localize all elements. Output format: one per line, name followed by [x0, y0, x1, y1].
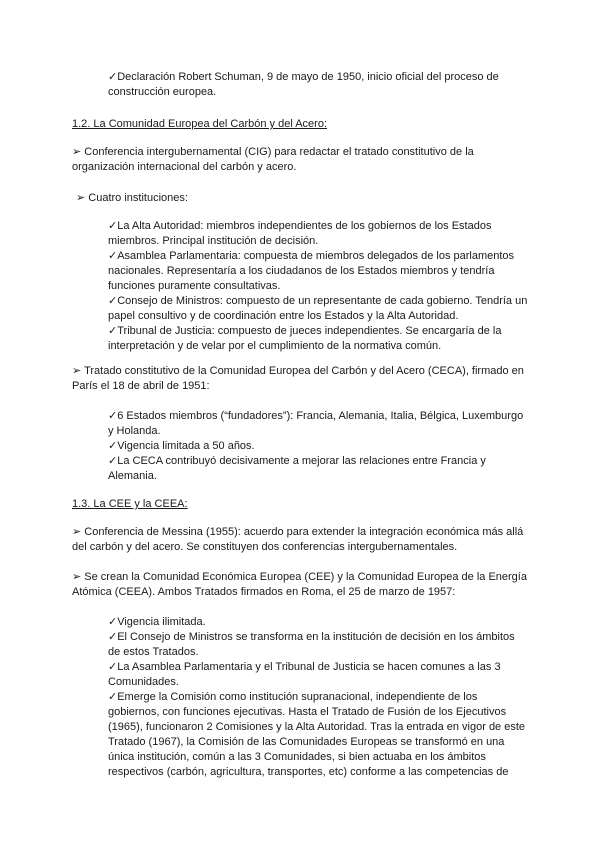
list-item: ✓Consejo de Ministros: compuesto de un representante de cada gobierno. Tendría un papel consultivo y de coordinación entre los Estados y la Alta Autoridad. — [108, 295, 528, 322]
institutions-intro: ➢ Cuatro instituciones: — [76, 192, 188, 204]
cee-ceea-paragraph: ➢ Se crean la Comunidad Económica Europea (CEE) y la Comunidad Europea de la Energía Atómica (CEEA). Ambos Tratados firmados en Roma, el 25 de marzo de 1957: — [72, 571, 527, 598]
list-item: ✓La CECA contribuyó decisivamente a mejorar las relaciones entre Francia y Alemania. — [108, 455, 486, 482]
intro-bullet: ✓Declaración Robert Schuman, 9 de mayo de 1950, inicio oficial del proceso de construcción europea. — [108, 71, 499, 98]
list-item: ✓Vigencia ilimitada. — [108, 616, 206, 628]
section-1-2-heading: 1.2. La Comunidad Europea del Carbón y del Acero: — [72, 118, 327, 130]
list-item: ✓Asamblea Parlamentaria: compuesta de miembros delegados de los parlamentos nacionales. Representaría a los ciudadanos de los Estados miembros y tendría funciones puramente consultativas. — [108, 250, 515, 292]
list-item: ✓Vigencia limitada a 50 años. — [108, 440, 255, 452]
ceca-treaty-paragraph: ➢ Tratado constitutivo de la Comunidad Europea del Carbón y del Acero (CECA), firmado en París el 18 de abril de 1951: — [72, 365, 524, 392]
cig-paragraph: ➢ Conferencia intergubernamental (CIG) para redactar el tratado constitutivo de la organización internacional del carbón y acero. — [72, 146, 474, 173]
messina-paragraph: ➢ Conferencia de Messina (1955): acuerdo para extender la integración económica más allá del carbón y del acero. Se constituyen dos conferencias intergubernamentales. — [72, 526, 524, 553]
list-item: ✓6 Estados miembros (“fundadores”): Francia, Alemania, Italia, Bélgica, Luxemburgo y Holanda. — [108, 410, 524, 437]
list-item: ✓Tribunal de Justicia: compuesto de jueces independientes. Se encargaría de la interpretación y de velar por el cumplimiento de la normativa común. — [108, 325, 502, 352]
cee-points-list — [108, 615, 528, 780]
section-1-3-heading: 1.3. La CEE y la CEEA: — [72, 498, 188, 510]
list-item: ✓El Consejo de Ministros se transforma en la institución de decisión en los ámbitos de estos Tratados. — [108, 631, 515, 658]
institutions-list — [108, 219, 528, 354]
list-item: ✓La Asamblea Parlamentaria y el Tribunal de Justicia se hacen comunes a las 3 Comunidades. — [108, 661, 501, 688]
list-item: ✓Emerge la Comisión como institución supranacional, independiente de los gobiernos, con funciones ejecutivas. Hasta el Tratado de Fusión de los Ejecutivos (1965), funcionaron 2 Comisiones y la Alta Autoridad. Tras la entrada en vigor de este Tratado (1967), la Comisión de las Comunidades Europeas se transformó en una única institución, común a las 3 Comunidades, si bien actuaba en los ámbitos respectivos (carbón, agricultura, transportes, etc) conforme a las competencias de — [108, 691, 526, 778]
list-item: ✓La Alta Autoridad: miembros independientes de los gobiernos de los Estados miembros. Principal institución de decisión. — [108, 220, 492, 247]
ceca-points-list — [108, 409, 528, 484]
